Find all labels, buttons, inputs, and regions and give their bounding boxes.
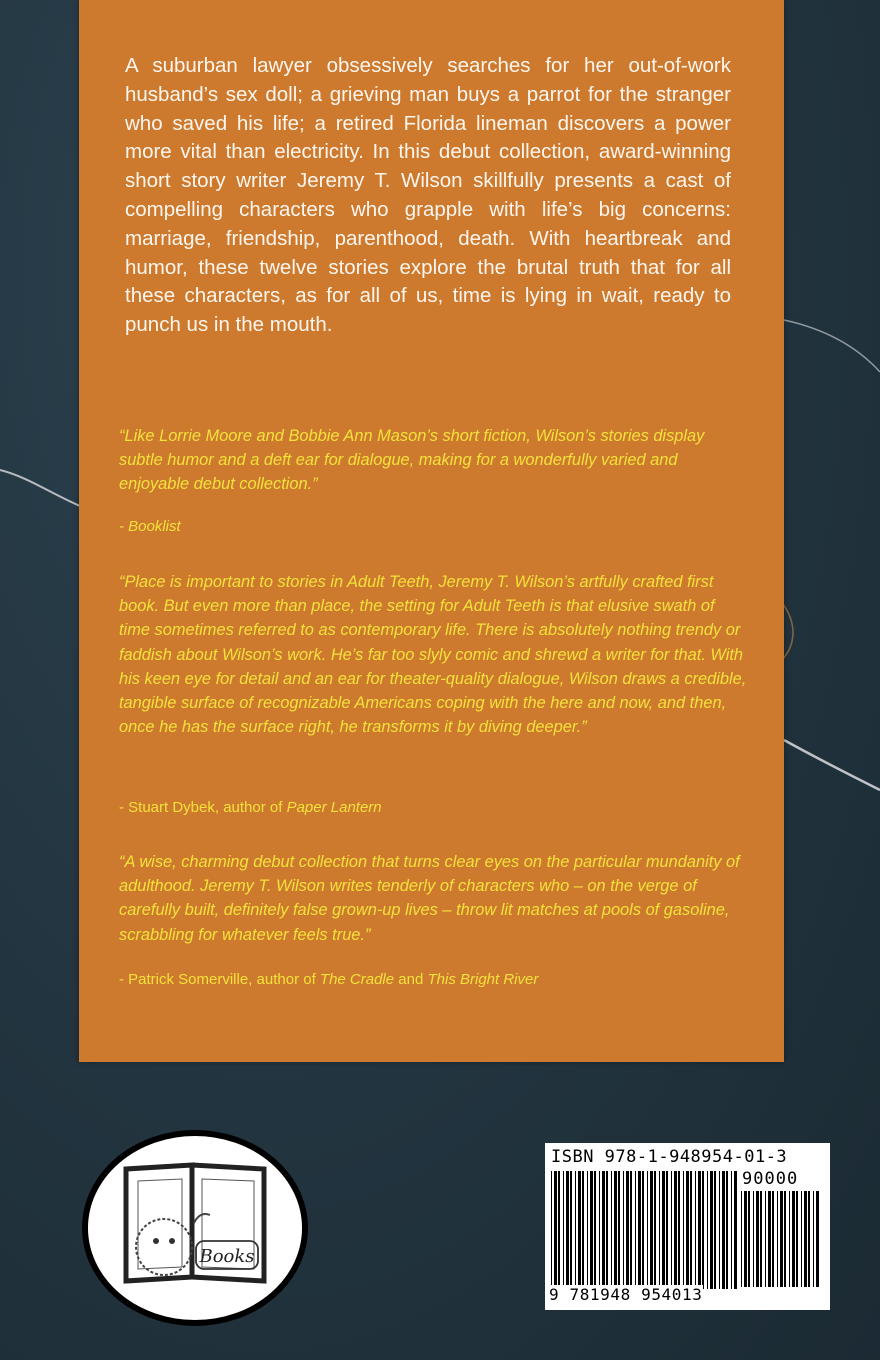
barcode-bar bbox=[654, 1171, 656, 1289]
barcode-bar bbox=[582, 1171, 584, 1289]
barcode-bar bbox=[683, 1171, 684, 1289]
barcode-bar bbox=[563, 1171, 564, 1289]
barcode-bar bbox=[611, 1171, 612, 1289]
barcode-bar bbox=[789, 1191, 790, 1287]
review-attribution-booklist bbox=[119, 517, 181, 537]
barcode-bar bbox=[784, 1191, 786, 1287]
barcode-bar bbox=[614, 1171, 617, 1289]
barcode-bars bbox=[551, 1171, 737, 1289]
barcode-bar bbox=[662, 1171, 665, 1289]
barcode-bar bbox=[698, 1171, 701, 1289]
attribution-work: This Bright River bbox=[427, 971, 539, 988]
review-quote-somerville: “A wise, charming debut collection that turns clear eyes on the particular mundanity of adulthood. Jeremy T. Wilson writes tenderly of characters who – on the verge of carefully built, definitely false grown-up lives – throw lit matches at pools of gasoline, scrabbling for whatever feels true.” bbox=[119, 853, 740, 944]
attribution-work: Paper Lantern bbox=[286, 799, 382, 816]
review-quote-booklist: “Like Lorrie Moore and Bobbie Ann Mason’s short fiction, Wilson’s stories display subtle humor and a deft ear for dialogue, making for a wonderfully varied and enjoyable debut collection.” bbox=[119, 427, 705, 494]
barcode-bar bbox=[722, 1171, 725, 1289]
barcode-bar bbox=[587, 1171, 588, 1289]
barcode-bar bbox=[765, 1191, 766, 1287]
barcode-bar bbox=[558, 1171, 560, 1289]
barcode-bar bbox=[734, 1171, 737, 1289]
book-blurb: A suburban lawyer obsessively searches for her out-of-work husband’s sex doll; a grieving man buys a parrot for the stranger who saved his life; a retired Florida lineman discovers a power more vital than electricity. In this debut collection, award-winning short story writer Jeremy T. Wilson skillfully presents a cast of compelling characters who grapple with life’s big concerns: marriage, friendship, parenthood, death. With heartbreak and humor, these twelve stories explore the brutal truth that for all these characters, as for all of us, time is lying in wait, ready to punch us in the mouth. bbox=[125, 54, 731, 337]
barcode-bar bbox=[578, 1171, 581, 1289]
back-cover-panel bbox=[79, 0, 784, 1062]
review-quote-dybek: “Place is important to stories in Adult Teeth, Jeremy T. Wilson’s artfully crafted first book. But even more than place, the setting for Adult Teeth is that elusive swath of time sometimes referred to as contemporary life. There is absolutely nothing trendy or faddish about Wilson’s work. He’s far too slyly comic and shrewd a writer for that. With his keen eye for detail and an ear for theater-quality dialogue, Wilson draws a credible, tangible surface of recognizable Americans coping with the here and now, and then, once he has the surface right, he transforms it by diving deeper.” bbox=[119, 573, 747, 737]
barcode-bar bbox=[744, 1191, 747, 1287]
barcode-bar bbox=[816, 1191, 819, 1287]
barcode-bar bbox=[575, 1171, 576, 1289]
barcode-bar bbox=[813, 1191, 814, 1287]
barcode-bar bbox=[768, 1191, 771, 1287]
attribution-source: - Booklist bbox=[119, 518, 181, 535]
barcode-bar bbox=[630, 1171, 632, 1289]
barcode-bar bbox=[772, 1191, 774, 1287]
barcode-bar bbox=[671, 1171, 672, 1289]
barcode-bar bbox=[623, 1171, 624, 1289]
price-code: 90000 bbox=[742, 1169, 799, 1189]
review-attribution-somerville bbox=[119, 970, 538, 990]
attribution-author: - Stuart Dybek, author of bbox=[119, 799, 287, 816]
barcode-bar bbox=[650, 1171, 653, 1289]
barcode-bar bbox=[686, 1171, 689, 1289]
attribution-work: The Cradle bbox=[319, 971, 395, 988]
barcode-bar bbox=[710, 1171, 713, 1289]
review-attribution-dybek bbox=[119, 798, 382, 818]
barcode-bar bbox=[753, 1191, 754, 1287]
barcode-bar bbox=[618, 1171, 620, 1289]
barcode-bar bbox=[695, 1171, 696, 1289]
barcode-bar bbox=[714, 1171, 716, 1289]
barcode-bar bbox=[777, 1191, 778, 1287]
barcode-bar bbox=[606, 1171, 608, 1289]
barcode-bar bbox=[748, 1191, 750, 1287]
barcode-bar bbox=[731, 1171, 732, 1289]
barcode-bar bbox=[647, 1171, 648, 1289]
barcode-bar bbox=[602, 1171, 605, 1289]
barcode-digits: 9 781948 954013 bbox=[549, 1285, 703, 1304]
barcode-bar bbox=[551, 1171, 552, 1289]
barcode-bar bbox=[801, 1191, 802, 1287]
barcode-bar bbox=[642, 1171, 644, 1289]
barcode-bar bbox=[690, 1171, 692, 1289]
barcode-bar bbox=[726, 1171, 728, 1289]
barcode-bar bbox=[796, 1191, 798, 1287]
barcode-bar bbox=[804, 1191, 807, 1287]
isbn-barcode bbox=[545, 1143, 830, 1310]
barcode-bar bbox=[554, 1171, 557, 1289]
barcode-bar bbox=[635, 1171, 636, 1289]
attribution-join: and bbox=[394, 971, 428, 988]
barcode-bar bbox=[760, 1191, 762, 1287]
barcode-bar bbox=[792, 1191, 795, 1287]
barcode-bar bbox=[808, 1191, 810, 1287]
attribution-author: - Patrick Somerville, author of bbox=[119, 971, 320, 988]
barcode-bar bbox=[594, 1171, 596, 1289]
barcode-bar bbox=[659, 1171, 660, 1289]
logo-text: Books bbox=[199, 1246, 255, 1267]
barcode-bar bbox=[756, 1191, 759, 1287]
barcode-bar bbox=[702, 1171, 704, 1289]
price-addon-bars bbox=[741, 1191, 821, 1287]
barcode-bar bbox=[599, 1171, 600, 1289]
publisher-logo bbox=[82, 1129, 308, 1327]
barcode-bar bbox=[666, 1171, 668, 1289]
barcode-bar bbox=[626, 1171, 629, 1289]
isbn-label: ISBN 978-1-948954-01-3 bbox=[551, 1147, 788, 1167]
barcode-bar bbox=[719, 1171, 720, 1289]
barcode-bar bbox=[780, 1191, 783, 1287]
barcode-bar bbox=[741, 1191, 742, 1287]
barcode-bar bbox=[566, 1171, 569, 1289]
barcode-bar bbox=[707, 1171, 708, 1289]
barcode-bar bbox=[678, 1171, 680, 1289]
barcode-bar bbox=[638, 1171, 641, 1289]
barcode-bar bbox=[674, 1171, 677, 1289]
barcode-bar bbox=[570, 1171, 572, 1289]
barcode-bar bbox=[590, 1171, 593, 1289]
